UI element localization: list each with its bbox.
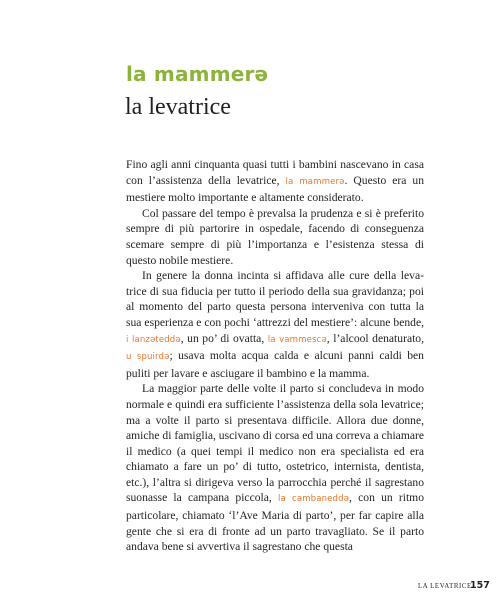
paragraph-text: Fino agli anni cinquanta quasi tutti i bambini nascevano in casa con l’assistenza della levatrice, [126,158,424,187]
running-footer: LA LEVATRICE [418,583,472,590]
paragraph-text: In genere la donna incinta si affidava alle cure della levatrice di sua fiducia per tutto il periodo della sua gravidanza; poi al momento del parto questa persona interveniva con tutta la sua esperienza e con pochi ‘attrezzi del mestiere’: alcune bende, [126,269,424,329]
paragraph [126,206,424,268]
dialect-title: la mammerə [126,62,269,86]
paragraph-text: ; usava molta acqua calda e alcuni panni caldi ben puliti per lavare e asciugare il bambino e la mamma. [126,349,424,380]
paragraph [126,157,424,206]
dialect-term: i lanzəteddə [126,334,181,345]
paragraph-text: . Questo era un mestiere molto importante e altamente considerato. [126,173,425,205]
paragraph-text: , un po’ di ovatta, [180,331,268,345]
page-number: 157 [470,580,490,591]
dialect-term: la mammerə [285,176,345,187]
dialect-term: la cambaneddə [278,494,350,505]
paragraph-text: Col passare del tempo è prevalsa la prudenza e si è preferito sempre di più partorire in ospedale, facendo di conseguenza scemare sempre di più l’importanza e l’esistenza stessa di questo nobile mestiere. [126,206,424,267]
paragraph-text: , l’alcool denaturato, [326,331,425,345]
paragraph-text: , con un ritmo particolare, chiamato ‘l’Ave Maria di parto’, per far capire alla gente che si era di fronte ad un parto travagliato. Se il parto andava bene si avvertiva il sagrestano che questa [126,491,424,554]
body-text [126,157,424,555]
paragraph [126,381,424,555]
paragraph [126,268,424,381]
dialect-term: la vammescə [267,334,327,345]
dialect-term: u spuirdə [126,352,170,363]
italian-title: la levatrice [125,94,231,120]
paragraph-text: La maggior parte delle volte il parto si concludeva in modo normale e quindi era sufficiente l’assistenza della sola levatrice; ma a volte il parto si presentava difficile. Allora due donne, amiche di famiglia, uscivano di corsa ed una correva a chiamare il medico (a quei tempi il medico non era specialista ed era chiamato a fare un po’ di tutto, ostetrico, internista, dentista, etc.), l’altra si dirigeva verso la parrocchia perché il sagrestano suonasse la campana piccola, [126,382,424,505]
